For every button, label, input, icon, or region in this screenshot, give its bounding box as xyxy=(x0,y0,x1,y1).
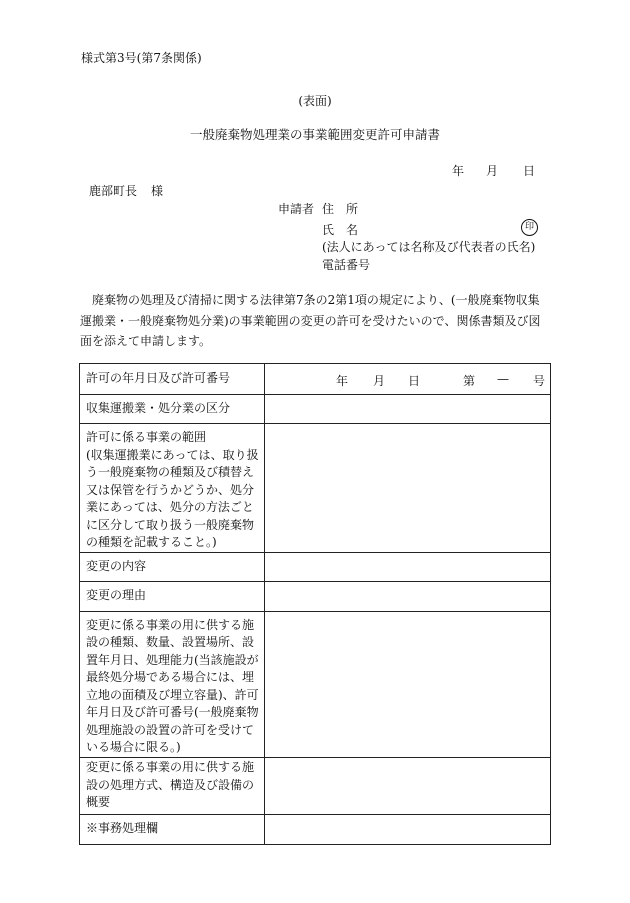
intro-paragraph: 廃棄物の処理及び清掃に関する法律第7条の2第1項の規定により、(一般廃棄物収集運搬業・一般廃棄物処分業)の事業範囲の変更の許可を受けたいので、関係書類及び図面を添えて申請します。 xyxy=(80,293,541,348)
permit-number-dash: — xyxy=(497,372,509,386)
table-row xyxy=(80,611,551,757)
table-row xyxy=(80,364,551,395)
application-table xyxy=(79,363,551,845)
date-year-label: 年 xyxy=(452,164,465,178)
permit-number-suffix: 号 xyxy=(533,374,546,388)
business-scope-field[interactable] xyxy=(265,424,551,553)
table-row xyxy=(80,757,551,814)
seal-mark: 印 xyxy=(521,219,538,236)
permit-number-prefix: 第 xyxy=(463,374,476,388)
date-day-label: 日 xyxy=(523,164,536,178)
row-label: ※事務処理欄 xyxy=(80,814,265,844)
row-label: 収集運搬業・処分業の区分 xyxy=(80,395,265,424)
facility-details-field[interactable] xyxy=(265,611,551,757)
table-row xyxy=(80,581,551,611)
form-number: 様式第3号(第7条関係) xyxy=(81,51,202,65)
table-row xyxy=(80,424,551,553)
row-label: 変更に係る事業の用に供する施設の処理方式、構造及び設備の概要 xyxy=(80,757,265,814)
permit-year-label: 年 xyxy=(336,374,349,388)
corporate-note: (法人にあっては名称及び代表者の氏名) xyxy=(322,240,536,254)
table-row xyxy=(80,814,551,844)
table-row xyxy=(80,395,551,424)
row-label: 変更の内容 xyxy=(80,552,265,581)
address-label: 住 所 xyxy=(322,202,359,216)
row-label: 変更の理由 xyxy=(80,581,265,611)
row-label: 許可に係る事業の範囲 (収集運搬業にあっては、取り扱う一般廃棄物の種類及び積替え又は保管を行うかどうか、処分業にあっては、処分の方法ごとに区分して取り扱う一般廃棄物の種類を記載すること。) xyxy=(80,424,265,553)
permit-month-label: 月 xyxy=(373,374,386,388)
addressee-name: 鹿部町長 xyxy=(89,184,138,198)
office-use-field xyxy=(265,814,551,844)
row-label: 変更に係る事業の用に供する施設の種類、数量、設置場所、設置年月日、処理能力(当該施設が最終処分場である場合には、埋立地の面積及び埋立容量)、許可年月日及び許可番号(一般廃棄物処理施設の設置の許可を受けている場合に限る。) xyxy=(80,611,265,757)
form-title: 一般廃棄物処理業の事業範囲変更許可申請書 xyxy=(189,127,440,142)
permit-date-number-field[interactable] xyxy=(265,364,551,395)
permit-day-label: 日 xyxy=(408,374,421,388)
table-row xyxy=(80,552,551,581)
phone-label: 電話番号 xyxy=(322,258,371,272)
name-label: 氏 名 xyxy=(322,223,359,237)
business-category-field[interactable] xyxy=(265,395,551,424)
change-content-field[interactable] xyxy=(265,552,551,581)
date-month-label: 月 xyxy=(486,164,499,178)
addressee xyxy=(89,182,163,199)
row-label: 許可の年月日及び許可番号 xyxy=(80,364,265,395)
applicant-label: 申請者 xyxy=(278,202,315,216)
side-label: (表面) xyxy=(298,94,332,108)
addressee-honorific: 様 xyxy=(151,184,164,198)
facility-overview-field[interactable] xyxy=(265,757,551,814)
change-reason-field[interactable] xyxy=(265,581,551,611)
